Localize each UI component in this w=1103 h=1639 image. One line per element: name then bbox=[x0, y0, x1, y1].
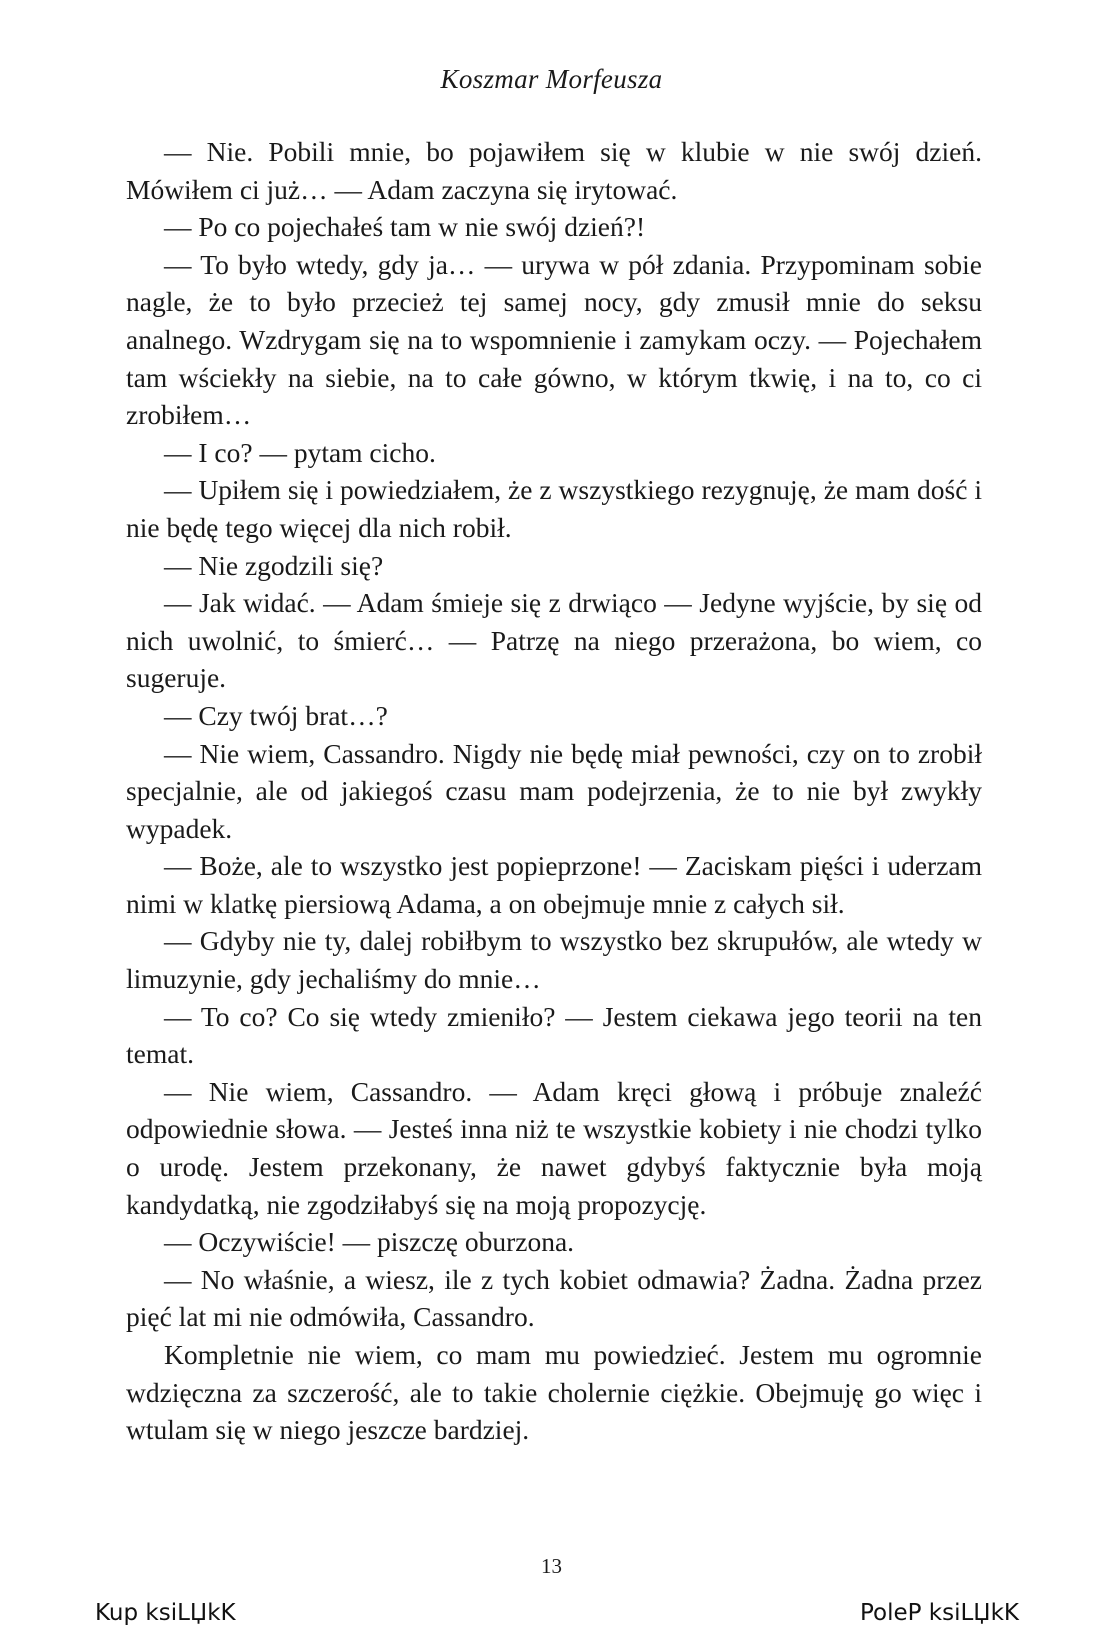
paragraph: — Nie. Pobili mnie, bo pojawiłem się w klubie w nie swój dzień. Mówiłem ci już… — Adam zaczyna się irytować. bbox=[126, 136, 982, 205]
paragraph: — Po co pojechałeś tam w nie swój dzień?! bbox=[164, 211, 646, 243]
paragraph: — Nie zgodzili się? bbox=[164, 549, 384, 581]
running-title: Koszmar Morfeusza bbox=[440, 64, 663, 94]
paragraph: — I co? — pytam cicho. bbox=[164, 436, 436, 468]
paragraph: — Czy twój brat…? bbox=[164, 699, 388, 731]
buy-book-link[interactable]: Kup ksiLЏkK bbox=[95, 1600, 236, 1626]
page-number: 13 bbox=[541, 1554, 562, 1578]
paragraph: — Jak widać. — Adam śmieje się z drwiąco — Jedyne wyjście, by się od nich uwolnić, to śmierć… — Patrzę na niego przerażona, bo wiem, co sugeruje. bbox=[126, 587, 982, 694]
paragraph: — Oczywiście! — piszczę oburzona. bbox=[164, 1226, 575, 1258]
recommend-book-link[interactable]: PoleP ksiLЏkK bbox=[859, 1600, 1019, 1626]
paragraph: — To było wtedy, gdy ja… — urywa w pół zdania. Przypominam sobie nagle, że to było przecież tej samej nocy, gdy zmusił mnie do seksu analnego. Wzdrygam się na to wspomnienie i zamykam oczy. — Pojechałem tam wściekły na siebie, na to całe gówno, w którym tkwię, i na to, co ci zrobiłem… bbox=[126, 248, 982, 431]
paragraph: — Upiłem się i powiedziałem, że z wszystkiego rezygnuję, że mam dość i nie będę tego więcej dla nich robił. bbox=[126, 474, 982, 543]
paragraph: — Nie wiem, Cassandro. — Adam kręci głową i próbuje znaleźć odpowiednie słowa. — Jesteś inna niż te wszystkie kobiety i nie chodzi tylko o urodę. Jestem przekonany, że nawet gdybyś faktycznie była moją kandydatką, nie zgodziłabyś się na moją propozycję. bbox=[126, 1075, 982, 1220]
paragraph: — Gdyby nie ty, dalej robiłbym to wszystko bez skrupułów, ale wtedy w limuzynie, gdy jechaliśmy do mnie… bbox=[126, 925, 982, 995]
paragraph: — Boże, ale to wszystko jest popieprzone! — Zaciskam pięści i uderzam nimi w klatkę piersiową Adama, a on obejmuje mnie z całych sił. bbox=[126, 850, 982, 919]
paragraph: — Nie wiem, Cassandro. Nigdy nie będę miał pewności, czy on to zrobił specjalnie, ale od jakiegoś czasu mam podejrzenia, że to nie był zwykły wypadek. bbox=[126, 737, 982, 844]
main-text bbox=[126, 133, 982, 1449]
paragraph: Kompletnie nie wiem, co mam mu powiedzieć. Jestem mu ogromnie wdzięczna za szczerość, ale to takie cholernie ciężkie. Obejmuję go więc i wtulam się w niego jeszcze bardziej. bbox=[126, 1339, 982, 1446]
paragraph: — No właśnie, a wiesz, ile z tych kobiet odmawia? Żadna. Żadna przez pięć lat mi nie odmówiła, Cassandro. bbox=[126, 1263, 982, 1333]
paragraph: — To co? Co się wtedy zmieniło? — Jestem ciekawa jego teorii na ten temat. bbox=[126, 1000, 982, 1070]
